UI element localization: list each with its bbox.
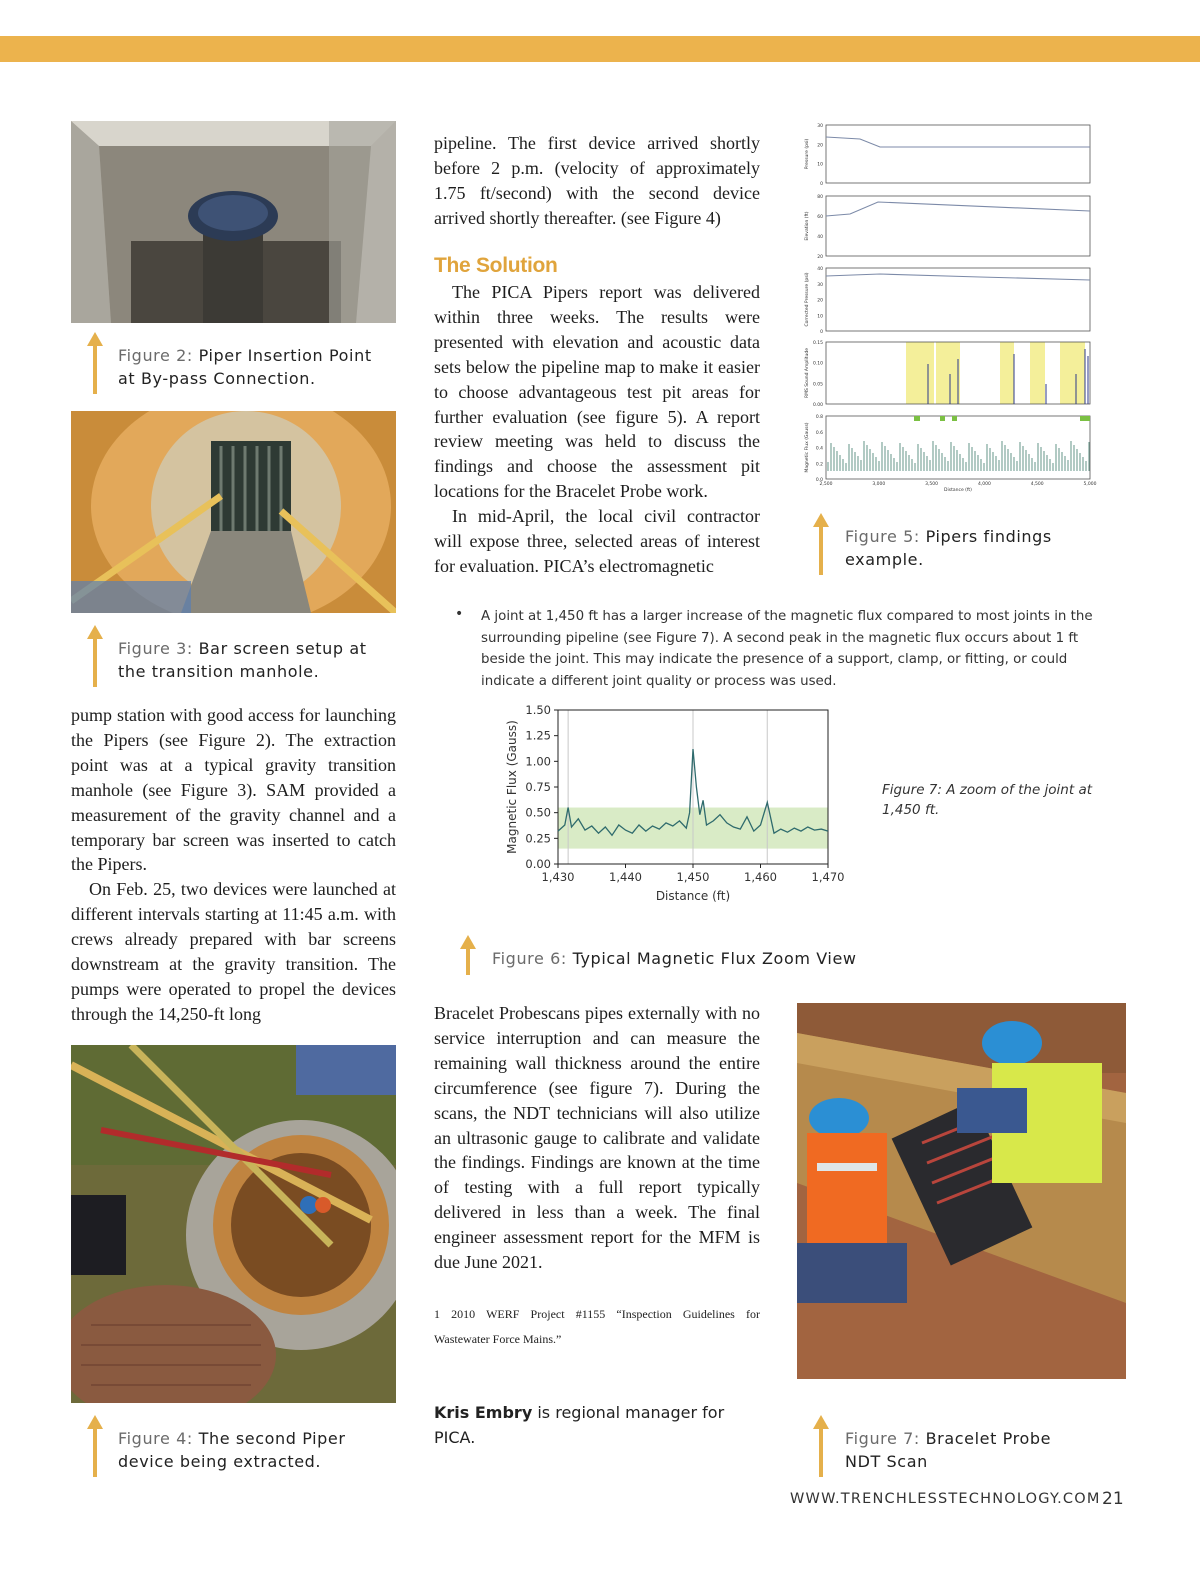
paragraph: Bracelet Probescans pipes externally with no service interruption and can measure the remaining wall thickness around the entire circumference (see figure 7). During the scans, the NDT technicians will also utilize an ultrasonic gauge to calibrate and validate the findings. Findings are known at the time of testing with a full report typically delivered in less than a week. The final engineer assessment report for the MFM is due June 2021. xyxy=(434,1003,760,1273)
bullet-paragraph: A joint at 1,450 ft has a larger increase of the magnetic flux compared to most joints in the surrounding pipeline (see Figure 7). A second peak in the magnetic flux occurs about 1 ft beside the joint. This may indicate the presence of a support, clamp, or fitting, or could indicate a different joint quality or process was used. xyxy=(481,609,1093,689)
figure-label: Figure 4: xyxy=(118,1429,193,1448)
paragraph: The PICA Pipers report was delivered within three weeks. The results were presented with elevation and acoustic data sets below the pipeline map to make it easier to choose advantageous test pit areas for further evaluation (see figure 5). A report review meeting was held to discuss the findings and choose the assessment pit locations for the Bracelet Probe work. xyxy=(434,282,760,502)
caption-text: example. xyxy=(845,550,924,569)
arrow-up-icon xyxy=(460,935,476,975)
y-tick-label: 10 xyxy=(817,314,823,320)
column-1-text xyxy=(71,703,396,1027)
magnetic-flux-chart xyxy=(500,700,860,910)
x-tick-label: 1,460 xyxy=(744,870,777,884)
figure-3-caption xyxy=(118,637,367,683)
arrow-up-icon xyxy=(813,1415,829,1477)
panel-frame xyxy=(826,268,1090,331)
y-tick-label: 0.6 xyxy=(815,430,823,436)
caption-text: Bar screen setup at xyxy=(198,639,367,658)
x-tick-label: 1,470 xyxy=(811,870,845,884)
caption-text: the transition manhole. xyxy=(118,662,320,681)
y-tick-label: 0.8 xyxy=(815,415,823,420)
highlight-zone xyxy=(1030,342,1045,404)
x-tick-label: 2,500 xyxy=(819,482,833,487)
y-tick-label: 1.50 xyxy=(525,703,551,717)
x-tick-label: 3,500 xyxy=(925,482,939,487)
highlight-zone xyxy=(936,342,960,404)
figure-2-photo xyxy=(71,121,396,323)
figure-5-caption xyxy=(845,525,1052,571)
y-tick-label: 0 xyxy=(820,330,823,335)
highlight-zone xyxy=(1060,342,1085,404)
footnote: 1 2010 WERF Project #1155 “Inspection Guidelines for Wastewater Force Mains.” xyxy=(434,1307,760,1346)
highlight-zone xyxy=(1000,342,1014,404)
panel-y-label: Elevation (ft) xyxy=(805,211,810,241)
panel-y-label: Pressure (psi) xyxy=(805,138,810,170)
y-axis-label: Magnetic Flux (Gauss) xyxy=(505,720,519,854)
y-tick-label: 20 xyxy=(817,255,823,260)
arrow-up-icon xyxy=(813,513,829,575)
arrow-up-icon xyxy=(87,332,103,394)
header-color-bar xyxy=(0,36,1200,62)
panel-trace xyxy=(826,274,1090,280)
panel-y-label: Magnetic Flux (Gauss) xyxy=(805,422,810,473)
y-tick-label: 0.75 xyxy=(525,780,551,794)
figure-label: Figure 7: xyxy=(845,1429,920,1448)
flag-marker xyxy=(940,416,945,421)
chart-note: Figure 7: A zoom of the joint at 1,450 ft. xyxy=(882,782,1093,818)
section-heading: The Solution xyxy=(434,254,558,277)
paragraph: pump station with good access for launching the Pipers (see Figure 2). The extraction point was at a typical gravity transition manhole (see Figure 3). SAM provided a measurement of the gravity channel and a temporary bar screen was inserted to catch the Pipers. xyxy=(71,705,396,875)
caption-text: Piper Insertion Point xyxy=(198,346,372,365)
x-tick-label: 1,450 xyxy=(676,870,710,884)
x-tick-label: 1,440 xyxy=(609,870,642,884)
y-tick-label: 40 xyxy=(817,267,823,272)
y-tick-label: 0.50 xyxy=(525,805,551,820)
y-tick-label: 0.00 xyxy=(525,857,551,871)
x-tick-label: 3,000 xyxy=(872,482,886,487)
caption-text: Pipers findings xyxy=(925,527,1052,546)
y-tick-label: 10 xyxy=(817,162,823,168)
paragraph: On Feb. 25, two devices were launched at different intervals starting at 11:45 a.m. with crews already prepared with bar screens downstream at the gravity transition. The pumps were operated to propel the devices through the 14,250-ft long xyxy=(71,879,396,1024)
highlight-zone xyxy=(906,342,934,404)
caption-text: at By-pass Connection. xyxy=(118,369,316,388)
panel-frame xyxy=(826,125,1090,183)
panel-trace xyxy=(826,137,1090,147)
y-tick-label: 0.00 xyxy=(812,403,823,408)
arrow-up-icon xyxy=(87,625,103,687)
flag-marker xyxy=(1080,416,1090,421)
author-role: is regional manager for PICA. xyxy=(434,1403,725,1447)
y-tick-label: 0.0 xyxy=(815,478,823,483)
y-tick-label: 0.05 xyxy=(812,382,823,388)
y-tick-label: 0.25 xyxy=(525,831,551,846)
figure-label: Figure 2: xyxy=(118,346,193,365)
arrow-up-icon xyxy=(87,1415,103,1477)
y-tick-label: 0.4 xyxy=(815,446,823,452)
x-tick-label: 4,000 xyxy=(977,482,991,487)
y-tick-label: 30 xyxy=(817,124,823,129)
y-tick-label: 30 xyxy=(817,282,823,288)
author-name: Kris Embry xyxy=(434,1403,533,1422)
panel-y-label: Corrected Pressure (psi) xyxy=(805,272,810,327)
figure-4-photo xyxy=(71,1045,396,1403)
y-tick-label: 0.10 xyxy=(812,361,823,367)
figure-5-chart xyxy=(800,120,1100,495)
y-tick-label: 0 xyxy=(820,182,823,187)
caption-text: Bracelet Probe xyxy=(925,1429,1052,1448)
x-tick-label: 5,000 xyxy=(1083,482,1097,487)
y-tick-label: 0.2 xyxy=(815,462,823,468)
y-tick-label: 1.00 xyxy=(525,754,551,769)
column-2-text-top xyxy=(434,131,760,231)
panel-frame xyxy=(826,416,1090,479)
column-2-text-bottom xyxy=(434,1001,760,1275)
flag-marker xyxy=(914,416,920,421)
paragraph: pipeline. The first device arrived shortly before 2 p.m. (velocity of approximately 1.75 ft/second) with the second device arrived shortly thereafter. (see Figure 4) xyxy=(434,133,760,228)
x-axis-label: Distance (ft) xyxy=(944,488,972,493)
caption-text: Typical Magnetic Flux Zoom View xyxy=(572,949,857,968)
caption-text: The second Piper xyxy=(198,1429,346,1448)
bullet-marker: • xyxy=(455,606,464,622)
y-tick-label: 0.15 xyxy=(812,341,823,346)
flag-marker xyxy=(952,416,957,421)
caption-text: device being extracted. xyxy=(118,1452,322,1471)
figure-label: Figure 5: xyxy=(845,527,920,546)
caption-text: NDT Scan xyxy=(845,1452,928,1471)
page-number: 21 xyxy=(1102,1489,1124,1509)
y-tick-label: 80 xyxy=(817,195,823,200)
paragraph: In mid-April, the local civil contractor will expose three, selected areas of interest for evaluation. PICA’s electromagnetic xyxy=(434,506,760,576)
y-tick-label: 60 xyxy=(817,215,823,220)
bullet-text xyxy=(481,606,1121,692)
figure-7-photo xyxy=(797,1003,1126,1379)
figure-4-caption xyxy=(118,1427,346,1473)
figure-label: Figure 3: xyxy=(118,639,193,658)
x-tick-label: 1,430 xyxy=(541,870,575,884)
y-tick-label: 20 xyxy=(817,143,823,149)
x-axis-label: Distance (ft) xyxy=(655,889,731,903)
x-tick-label: 4,500 xyxy=(1030,482,1044,487)
figure-7-caption xyxy=(845,1427,1051,1473)
y-tick-label: 40 xyxy=(817,235,823,240)
figure-6-caption xyxy=(492,947,857,970)
panel-y-label: RMS Sound Amplitude xyxy=(805,348,810,398)
figure-2-caption xyxy=(118,344,372,390)
panel-trace xyxy=(826,202,1090,216)
figure-label: Figure 6: xyxy=(492,949,567,968)
figure-3-photo xyxy=(71,411,396,613)
y-tick-label: 20 xyxy=(817,298,823,304)
author-bio xyxy=(434,1400,764,1450)
footer-url: WWW.TRENCHLESSTECHNOLOGY.COM xyxy=(790,1491,1101,1507)
column-2-text-mid xyxy=(434,280,760,579)
y-tick-label: 1.25 xyxy=(525,728,551,743)
